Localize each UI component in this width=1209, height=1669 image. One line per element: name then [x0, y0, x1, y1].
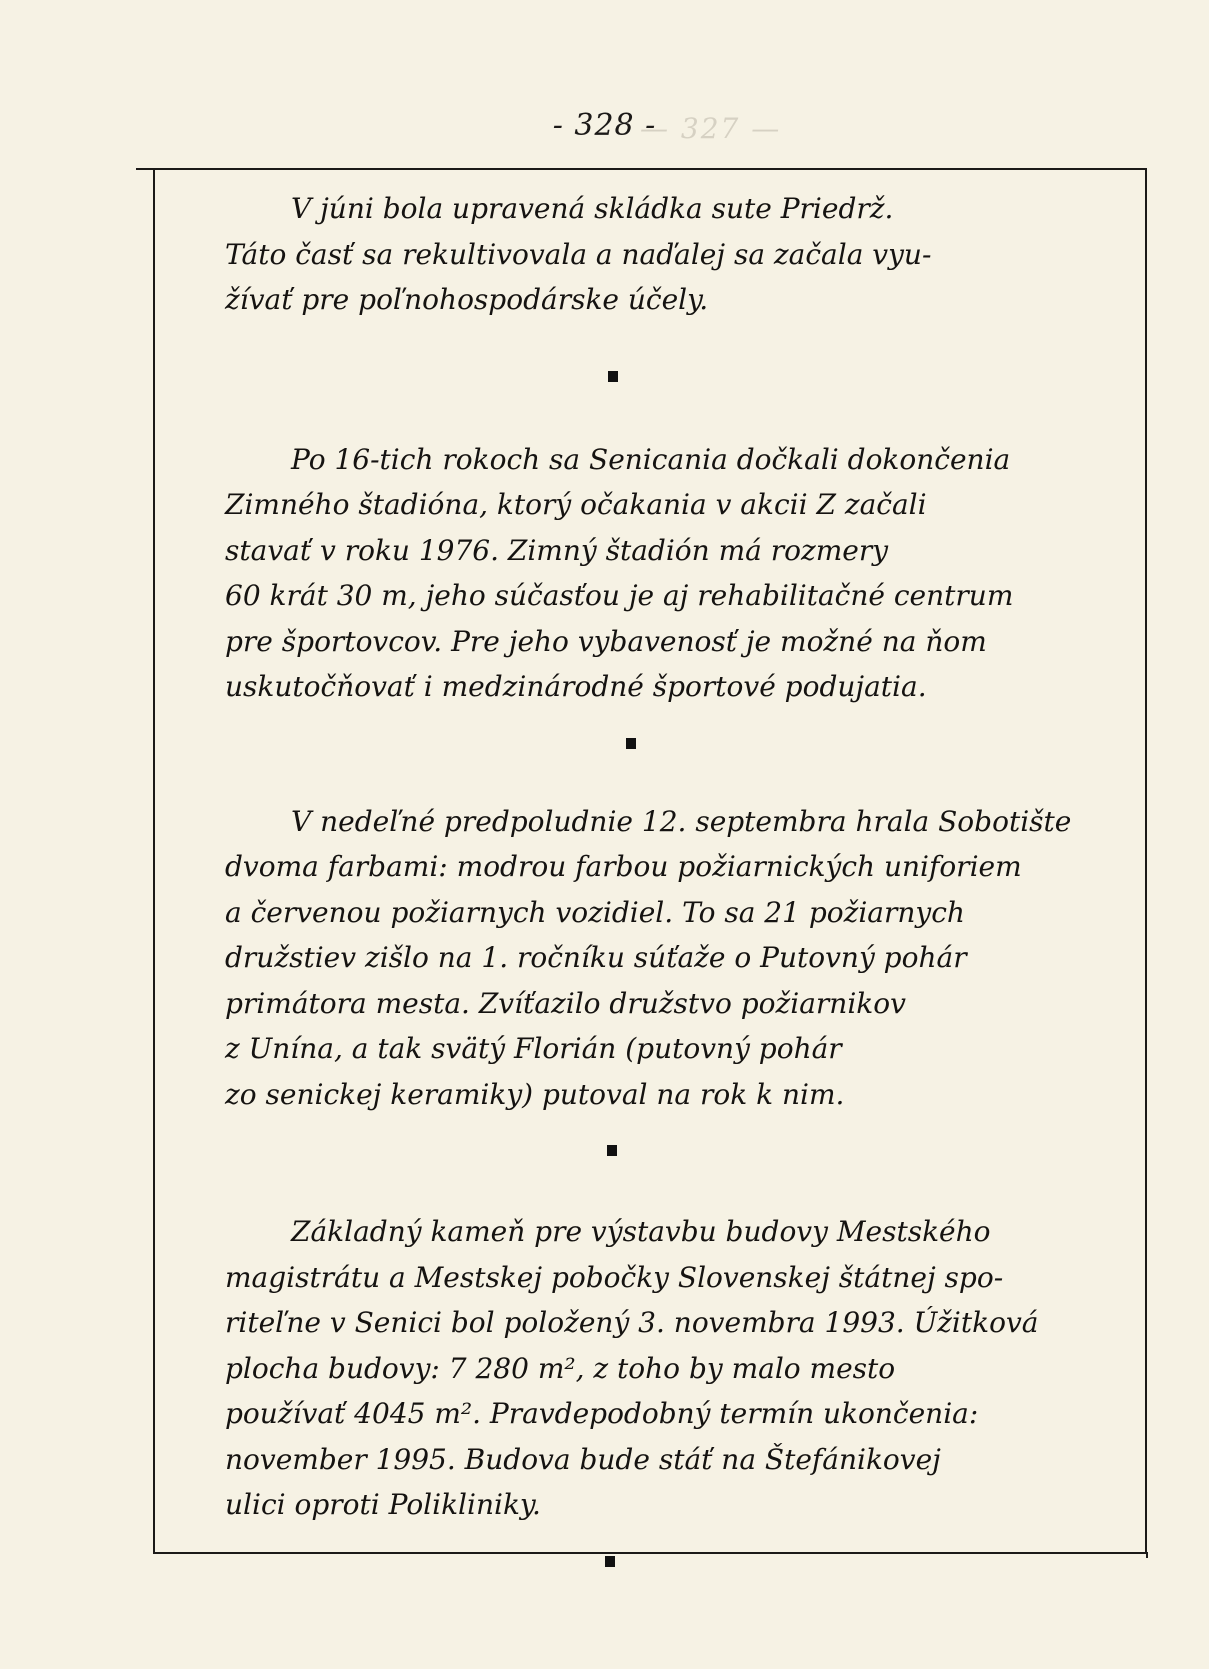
- section-separator-mark: [605, 1556, 615, 1567]
- text-line: Po 16-tich rokoch sa Senicania dočkali dokončenia: [291, 442, 1011, 476]
- section-separator-mark: [626, 738, 636, 749]
- text-line: z Unína, a tak svätý Florián (putovný pohár: [225, 1032, 842, 1065]
- text-line: Zimného štadióna, ktorý očakania v akcii Z začali: [225, 488, 927, 521]
- text-line: Táto časť sa rekultivovala a naďalej sa začala vyu-: [225, 237, 932, 271]
- bleed-through-page-number: — 327 —: [640, 112, 782, 145]
- frame-corner-mark: [136, 168, 154, 170]
- text-line: primátora mesta. Zvíťazilo družstvo požiarnikov: [225, 986, 906, 1020]
- text-line: uskutočňovať i medzinárodné športové podujatia.: [225, 670, 927, 703]
- section-separator-mark: [608, 371, 618, 382]
- paragraph-landfill: [225, 186, 1135, 323]
- section-separator-mark: [607, 1145, 617, 1156]
- frame-corner-mark-bottom: [1146, 1552, 1148, 1558]
- text-line: zo senickej keramiky) putoval na rok k nim.: [225, 1077, 845, 1111]
- text-line: V júni bola upravená skládka sute Priedrž.: [291, 192, 894, 225]
- text-line: Základný kameň pre výstavbu budovy Mestského: [291, 1215, 991, 1248]
- paragraph-ice-stadium: [225, 437, 1135, 710]
- text-line: družstiev zišlo na 1. ročníku súťaže o Putovný pohár: [225, 941, 967, 974]
- text-line: 60 krát 30 m, jeho súčasťou je aj rehabilitačné centrum: [225, 579, 1014, 612]
- text-line: riteľne v Senici bol položený 3. novembra 1993. Úžitková: [225, 1306, 1039, 1339]
- chronicle-text: [225, 186, 1135, 1567]
- text-line: používať 4045 m². Pravdepodobný termín ukončenia:: [225, 1397, 979, 1430]
- paragraph-magistrate-building: [225, 1209, 1135, 1528]
- text-line: ulici oproti Polikliniky.: [225, 1488, 541, 1521]
- text-line: plocha budovy: 7 280 m², z toho by malo mesto: [225, 1351, 896, 1385]
- text-line: magistrátu a Mestskej pobočky Slovenskej štátnej spo-: [225, 1260, 1004, 1294]
- text-line: dvoma farbami: modrou farbou požiarnických uniforiem: [225, 850, 1022, 883]
- page-number: - 328 -: [552, 108, 657, 143]
- text-line: a červenou požiarnych vozidiel. To sa 21 požiarnych: [225, 895, 965, 929]
- text-line: november 1995. Budova bude stáť na Štefánikovej: [225, 1442, 941, 1476]
- text-line: žívať pre poľnohospodárske účely.: [225, 283, 709, 316]
- text-line: stavať v roku 1976. Zimný štadión má rozmery: [225, 533, 889, 567]
- paragraph-firefighters: [225, 799, 1135, 1118]
- text-line: pre športovcov. Pre jeho vybavenosť je možné na ňom: [225, 624, 987, 658]
- text-line: V nedeľné predpoludnie 12. septembra hrala Sobotište: [291, 804, 1072, 838]
